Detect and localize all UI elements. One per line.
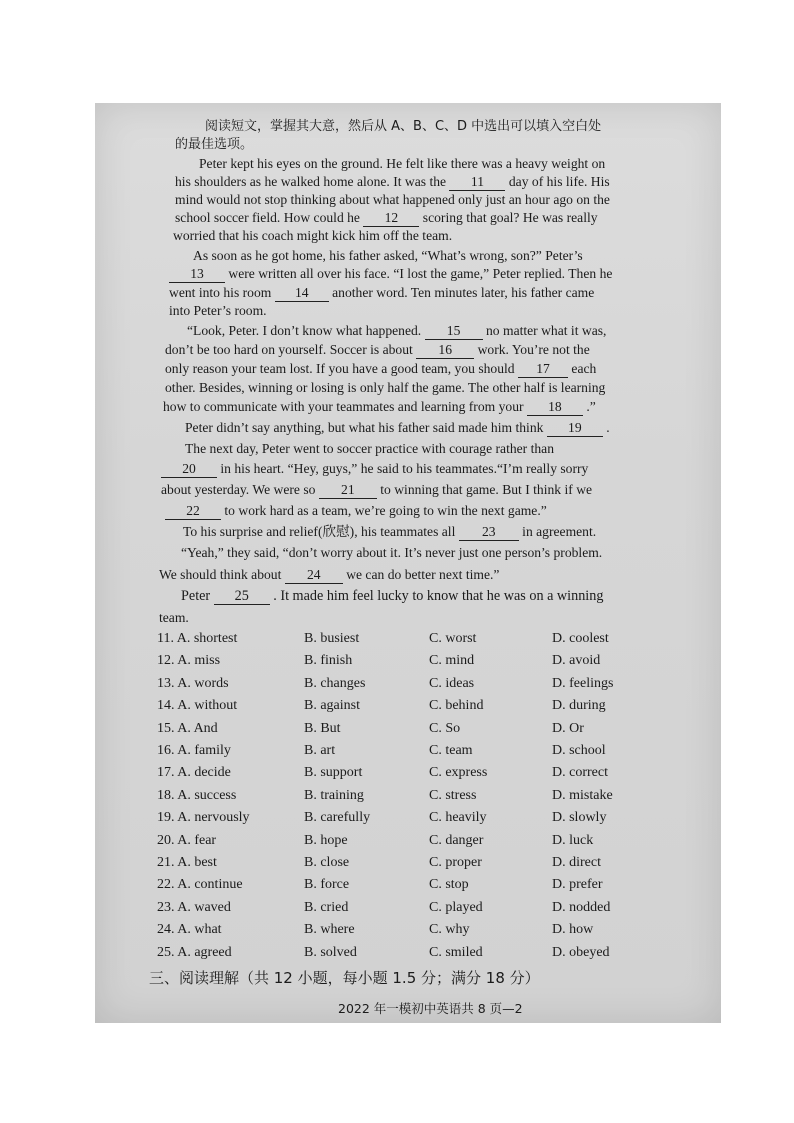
- section-heading: 三、阅读理解（共 12 小题，每小题 1.5 分；满分 18 分）: [149, 969, 540, 987]
- passage-line: 13 were written all over his face. “I lost the game,” Peter replied. Then he: [169, 266, 612, 283]
- option-a: 14. A. without: [157, 698, 238, 714]
- option-b: B. support: [304, 765, 363, 781]
- document-photo: [95, 103, 721, 1023]
- option-c: C. So: [429, 720, 461, 736]
- option-c: C. stop: [429, 877, 469, 893]
- passage-line: went into his room 14 another word. Ten minutes later, his father came: [169, 285, 595, 300]
- blank-23: 23: [459, 524, 519, 541]
- blank-18: 18: [527, 399, 583, 416]
- option-c: C. ideas: [429, 675, 475, 691]
- blank-15: 15: [425, 323, 483, 340]
- passage-line: his shoulders as he walked home alone. It was the 11 day of his life. His: [175, 174, 610, 189]
- passage-line: other. Besides, winning or losing is only half the game. The other half is learning: [165, 380, 606, 395]
- option-d: D. mistake: [552, 787, 613, 803]
- passage-line: “Yeah,” they said, “don’t worry about it. It’s never just one person’s problem.: [181, 545, 603, 560]
- option-a: 12. A. miss: [157, 653, 221, 669]
- passage-line: We should think about 24 we can do better next time.”: [159, 567, 500, 582]
- passage-line: 20 in his heart. “Hey, guys,” he said to his teammates.“I’m really sorry: [161, 461, 588, 478]
- option-d: D. avoid: [552, 653, 601, 669]
- option-c: C. behind: [429, 698, 484, 714]
- option-b: B. force: [304, 877, 350, 893]
- option-b: B. changes: [304, 675, 366, 691]
- blank-21: 21: [319, 482, 377, 499]
- option-b: B. close: [304, 855, 350, 870]
- passage-line: don’t be too hard on yourself. Soccer is about 16 work. You’re not the: [165, 342, 590, 357]
- option-b: B. hope: [304, 832, 348, 848]
- passage-line: Peter didn’t say anything, but what his father said made him think 19 .: [185, 420, 610, 435]
- blank-16: 16: [416, 342, 474, 359]
- option-c: C. mind: [429, 653, 475, 669]
- option-a: 23. A. waved: [157, 899, 231, 915]
- blank-11: 11: [449, 174, 505, 191]
- option-a: 18. A. success: [157, 787, 237, 803]
- option-d: D. prefer: [552, 877, 603, 893]
- option-a: 16. A. family: [157, 743, 231, 758]
- option-d: D. obeyed: [552, 944, 610, 960]
- option-a: 15. A. And: [157, 720, 218, 736]
- passage-line: how to communicate with your teammates and learning from your 18 .”: [163, 399, 596, 414]
- passage-line: Peter kept his eyes on the ground. He felt like there was a heavy weight on: [199, 156, 606, 171]
- option-c: C. stress: [429, 787, 477, 803]
- option-d: D. correct: [552, 765, 608, 781]
- blank-14: 14: [275, 285, 329, 302]
- option-d: D. slowly: [552, 810, 607, 826]
- option-c: C. danger: [429, 832, 484, 848]
- option-c: C. express: [429, 765, 488, 781]
- passage-line: As soon as he got home, his father asked, “What’s wrong, son?” Peter’s: [193, 248, 583, 263]
- option-d: D. direct: [552, 855, 601, 870]
- option-b: B. cried: [304, 899, 349, 915]
- instruction-line-1: 阅读短文，掌握其大意，然后从 A、B、C、D 中选出可以填入空白处: [205, 119, 602, 134]
- page-footer: 2022 年一模初中英语共 8 页—2: [338, 1001, 523, 1016]
- blank-24: 24: [285, 567, 343, 584]
- option-d: D. luck: [552, 832, 594, 848]
- option-c: C. played: [429, 899, 483, 915]
- option-b: B. carefully: [304, 810, 371, 826]
- option-d: D. how: [552, 922, 594, 938]
- option-d: D. school: [552, 743, 606, 758]
- option-c: C. heavily: [429, 810, 487, 826]
- option-a: 25. A. agreed: [157, 944, 232, 960]
- blank-25: 25: [214, 588, 270, 605]
- passage-line: team.: [159, 610, 189, 625]
- passage-line: about yesterday. We were so 21 to winning that game. But I think if we: [161, 482, 593, 497]
- option-a: 17. A. decide: [157, 765, 231, 781]
- blank-20: 20: [161, 461, 217, 478]
- passage-line: school soccer field. How could he 12 scoring that goal? He was really: [175, 210, 598, 225]
- option-d: D. during: [552, 698, 606, 714]
- option-b: B. finish: [304, 653, 353, 669]
- blank-12: 12: [363, 210, 419, 227]
- option-d: D. Or: [552, 720, 584, 736]
- passage-line: Peter 25 . It made him feel lucky to know that he was on a winning: [181, 588, 604, 604]
- option-d: D. nodded: [552, 899, 611, 915]
- option-c: C. smiled: [429, 944, 483, 960]
- option-b: B. solved: [304, 944, 357, 960]
- option-a: 11. A. shortest: [157, 631, 238, 646]
- passage-line: into Peter’s room.: [169, 303, 267, 318]
- option-a: 24. A. what: [157, 922, 222, 938]
- option-b: B. where: [304, 922, 355, 938]
- blank-13: 13: [169, 266, 225, 283]
- passage-line: worried that his coach might kick him off the team.: [173, 228, 453, 243]
- option-d: D. coolest: [552, 631, 609, 646]
- passage-line: To his surprise and relief(欣慰), his teammates all 23 in agreement.: [183, 524, 597, 539]
- option-b: B. training: [304, 787, 364, 803]
- option-b: B. But: [304, 720, 341, 736]
- passage-line: only reason your team lost. If you have a good team, you should 17 each: [165, 361, 597, 376]
- passage-line: mind would not stop thinking about what happened only just an hour ago on the: [175, 192, 610, 207]
- instruction-line-2: 的最佳选项。: [175, 137, 254, 152]
- option-a: 22. A. continue: [157, 877, 243, 893]
- option-c: C. worst: [429, 631, 477, 646]
- option-b: B. art: [304, 743, 336, 758]
- option-a: 19. A. nervously: [157, 810, 250, 826]
- blank-22: 22: [165, 503, 221, 520]
- option-d: D. feelings: [552, 675, 614, 691]
- blank-17: 17: [518, 361, 568, 378]
- passage-line: The next day, Peter went to soccer practice with courage rather than: [185, 441, 555, 456]
- blank-19: 19: [547, 420, 603, 437]
- option-b: B. busiest: [304, 631, 360, 646]
- option-c: C. proper: [429, 855, 482, 870]
- option-b: B. against: [304, 698, 360, 714]
- passage-line: “Look, Peter. I don’t know what happened. 15 no matter what it was,: [187, 323, 607, 338]
- passage-line: 22 to work hard as a team, we’re going to win the next game.”: [165, 503, 547, 520]
- option-c: C. team: [429, 743, 473, 758]
- option-a: 20. A. fear: [157, 832, 217, 848]
- option-c: C. why: [429, 922, 470, 938]
- option-a: 13. A. words: [157, 675, 229, 691]
- option-a: 21. A. best: [157, 855, 217, 870]
